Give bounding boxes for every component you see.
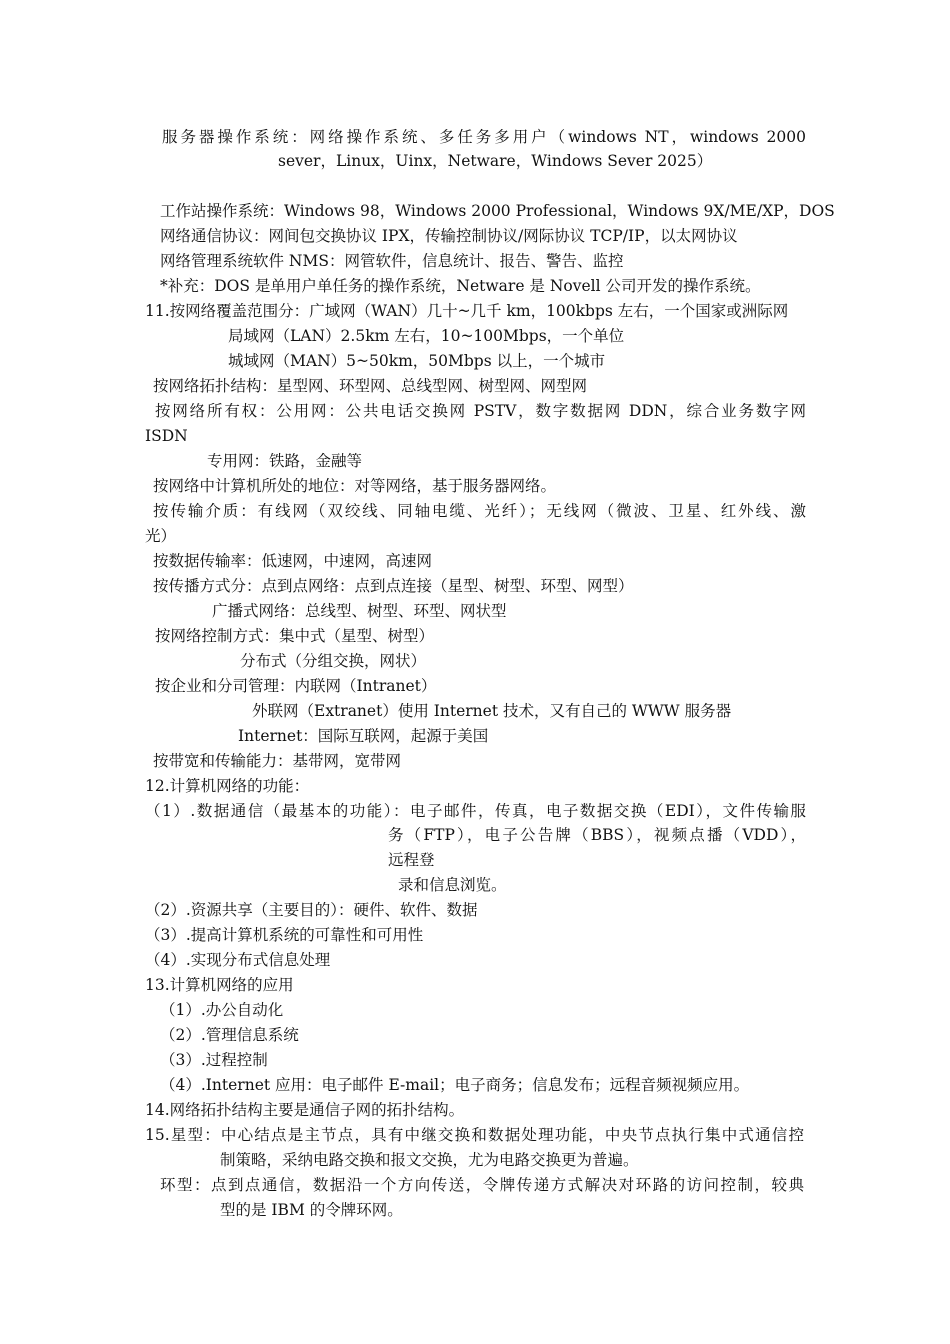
- application-3-line: （3）.过程控制: [160, 1051, 268, 1069]
- item-11-wan: 11.按网络覆盖范围分：广域网（WAN）几十~几千 km，100kbps 左右，一个国家或洲际网: [145, 302, 789, 320]
- nms-line: 网络管理系统软件 NMS：网管软件，信息统计、报告、警告、监控: [160, 252, 624, 270]
- distributed-line: 分布式（分组交换，网状）: [240, 652, 427, 670]
- server-os-line: 服务器操作系统：网络操作系统、多任务多用户（windows NT，windows 2000: [162, 128, 806, 146]
- item-15-ring-cont: 型的是 IBM 的令牌环网。: [220, 1201, 403, 1219]
- ownership-line-cont: ISDN: [145, 427, 188, 445]
- item-15-star-cont: 制策略，采纳电路交换和报文交换，尤为电路交换更为普遍。: [220, 1151, 639, 1169]
- broadcast-line: 广播式网络：总线型、树型、环型、网状型: [212, 602, 507, 620]
- function-1-cont-3: 录和信息浏览。: [398, 876, 507, 894]
- rate-line: 按数据传输率：低速网，中速网，高速网: [153, 552, 433, 570]
- item-15-star-line: 15.星型：中心结点是主节点，具有中继交换和数据处理功能，中央节点执行集中式通信控: [145, 1126, 804, 1144]
- application-2-line: （2）.管理信息系统: [160, 1026, 299, 1044]
- function-1-cont: 务（FTP），电子公告牌（BBS），视频点播（VDD），: [388, 826, 806, 844]
- workstation-os-line: 工作站操作系统：Windows 98，Windows 2000 Professional，Windows 9X/ME/XP，DOS: [160, 202, 835, 220]
- internet-line: Internet：国际互联网，起源于美国: [238, 727, 489, 745]
- item-12-heading: 12.计算机网络的功能：: [145, 777, 310, 795]
- server-os-line-cont: sever，Linux，Uinx，Netware，Windows Sever 2025）: [278, 152, 713, 170]
- function-1-cont-2: 远程登: [388, 851, 435, 869]
- extranet-line: 外联网（Extranet）使用 Internet 技术，又有自己的 WWW 服务器: [252, 702, 732, 720]
- protocol-line: 网络通信协议：网间包交换协议 IPX，传输控制协议/网际协议 TCP/IP，以太网协议: [160, 227, 738, 245]
- function-3-line: （3）.提高计算机系统的可靠性和可用性: [145, 926, 424, 944]
- item-11-man: 城域网（MAN）5~50km，50Mbps 以上，一个城市: [228, 352, 606, 370]
- application-4-line: （4）.Internet 应用：电子邮件 E-mail；电子商务；信息发布；远程音频视频应用。: [160, 1076, 750, 1094]
- item-11-lan: 局域网（LAN）2.5km 左右，10~100Mbps，一个单位: [228, 327, 625, 345]
- ownership-line: 按网络所有权：公用网：公共电话交换网 PSTV，数字数据网 DDN，综合业务数字网: [155, 402, 806, 420]
- medium-line-cont: 光）: [145, 527, 177, 545]
- medium-line: 按传输介质：有线网（双绞线、同轴电缆、光纤）；无线网（微波、卫星、红外线、激: [153, 502, 806, 520]
- item-14-line: 14.网络拓扑结构主要是通信子网的拓扑结构。: [145, 1101, 465, 1119]
- function-4-line: （4）.实现分布式信息处理: [145, 951, 331, 969]
- enterprise-line: 按企业和分司管理：内联网（Intranet）: [155, 677, 437, 695]
- bandwidth-line: 按带宽和传输能力：基带网，宽带网: [153, 752, 402, 770]
- function-1-line: （1）.数据通信（最基本的功能）：电子邮件，传真，电子数据交换（EDI），文件传输服: [145, 802, 806, 820]
- item-15-ring-line: 环型：点到点通信，数据沿一个方向传送，令牌传递方式解决对环路的访问控制，较典: [160, 1176, 804, 1194]
- item-13-heading: 13.计算机网络的应用: [145, 976, 294, 994]
- function-2-line: （2）.资源共享（主要目的）：硬件、软件、数据: [145, 901, 478, 919]
- supplement-line: *补充：DOS 是单用户单任务的操作系统，Netware 是 Novell 公司开发的操作系统。: [160, 277, 761, 295]
- propagation-line: 按传播方式分：点到点网络：点到点连接（星型、树型、环型、网型）: [153, 577, 634, 595]
- position-line: 按网络中计算机所处的地位：对等网络，基于服务器网络。: [153, 477, 557, 495]
- private-network-line: 专用网：铁路，金融等: [207, 452, 363, 470]
- application-1-line: （1）.办公自动化: [160, 1001, 284, 1019]
- topology-line: 按网络拓扑结构：星型网、环型网、总线型网、树型网、网型网: [153, 377, 588, 395]
- control-line: 按网络控制方式：集中式（星型、树型）: [155, 627, 435, 645]
